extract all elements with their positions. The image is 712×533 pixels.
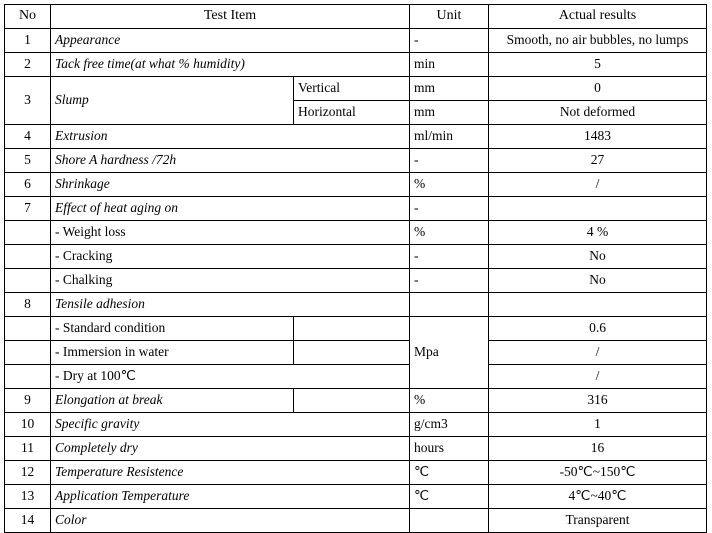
row-test-item: - Dry at 100℃ [51,365,410,389]
table-row [5,413,707,437]
row-test-item: Completely dry [51,437,410,461]
row-unit: hours [410,437,489,461]
row-no: 12 [5,461,51,485]
row-no: 13 [5,485,51,509]
row-test-item: Slump [51,77,294,125]
row-result: 5 [489,53,707,77]
row-result: 4 % [489,221,707,245]
row-sub-item: Vertical [294,77,410,101]
row-sub-item: Horizontal [294,101,410,125]
row-result: / [489,173,707,197]
row-test-item: Tensile adhesion [51,293,410,317]
row-no: 14 [5,509,51,533]
table-row [5,221,707,245]
table-row [5,149,707,173]
row-result: No [489,245,707,269]
row-no: 1 [5,29,51,53]
table-row [5,365,707,389]
row-result: / [489,365,707,389]
row-no: 6 [5,173,51,197]
row-result [489,293,707,317]
row-no [5,269,51,293]
table-row [5,53,707,77]
row-unit [410,509,489,533]
row-unit: % [410,173,489,197]
row-unit: mm [410,101,489,125]
row-unit: g/cm3 [410,413,489,437]
row-no [5,341,51,365]
row-sub-item [294,389,410,413]
row-sub-item [294,317,410,341]
row-unit: min [410,53,489,77]
column-header-test-item: Test Item [51,5,410,29]
row-unit [410,293,489,317]
column-header-unit: Unit [410,5,489,29]
row-test-item: Effect of heat aging on [51,197,410,221]
row-no [5,317,51,341]
row-unit: ℃ [410,461,489,485]
row-result: 27 [489,149,707,173]
row-unit: mm [410,77,489,101]
table-row [5,29,707,53]
row-unit: - [410,149,489,173]
row-no: 5 [5,149,51,173]
table-body [5,29,707,533]
table-row [5,341,707,365]
row-test-item: Elongation at break [51,389,294,413]
row-unit: ml/min [410,125,489,149]
row-no [5,221,51,245]
table-row [5,197,707,221]
row-test-item: Specific gravity [51,413,410,437]
row-result: 0.6 [489,317,707,341]
row-no: 7 [5,197,51,221]
table-row [5,509,707,533]
table-row [5,77,707,101]
row-test-item: Temperature Resistence [51,461,410,485]
row-unit: % [410,389,489,413]
row-no: 2 [5,53,51,77]
row-test-item: - Chalking [51,269,410,293]
row-result: 316 [489,389,707,413]
table-row [5,125,707,149]
row-test-item: Shore A hardness /72h [51,149,410,173]
table-header-row [5,5,707,29]
row-unit: % [410,221,489,245]
row-test-item: Color [51,509,410,533]
table-row [5,461,707,485]
table-row [5,317,707,341]
column-header-actual-results: Actual results [489,5,707,29]
row-result: Not deformed [489,101,707,125]
row-no: 10 [5,413,51,437]
document-page [0,4,712,528]
table-header [5,5,707,29]
table-row [5,293,707,317]
row-result: Transparent [489,509,707,533]
row-no [5,365,51,389]
row-test-item: Appearance [51,29,410,53]
row-result: 1483 [489,125,707,149]
row-no: 9 [5,389,51,413]
row-result: -50℃~150℃ [489,461,707,485]
row-test-item: - Immersion in water [51,341,294,365]
row-test-item: Extrusion [51,125,410,149]
row-result: No [489,269,707,293]
row-test-item: - Weight loss [51,221,410,245]
row-no: 3 [5,77,51,125]
row-unit: Mpa [410,317,489,389]
row-result: / [489,341,707,365]
row-unit: ℃ [410,485,489,509]
row-result: 1 [489,413,707,437]
row-test-item: - Standard condition [51,317,294,341]
row-no: 8 [5,293,51,317]
row-test-item: Tack free time(at what % humidity) [51,53,410,77]
column-header-no: No [5,5,51,29]
row-result: 4℃~40℃ [489,485,707,509]
row-unit: - [410,269,489,293]
row-result: 0 [489,77,707,101]
table-row [5,485,707,509]
row-test-item: Shrinkage [51,173,410,197]
table-row [5,389,707,413]
row-sub-item [294,341,410,365]
row-no [5,245,51,269]
table-row [5,173,707,197]
row-no: 4 [5,125,51,149]
row-test-item: - Cracking [51,245,410,269]
table-row [5,437,707,461]
row-unit: - [410,197,489,221]
row-unit: - [410,245,489,269]
row-result [489,197,707,221]
row-result: 16 [489,437,707,461]
table-row [5,269,707,293]
row-no: 11 [5,437,51,461]
row-result: Smooth, no air bubbles, no lumps [489,29,707,53]
row-unit: - [410,29,489,53]
table-row [5,245,707,269]
row-test-item: Application Temperature [51,485,410,509]
